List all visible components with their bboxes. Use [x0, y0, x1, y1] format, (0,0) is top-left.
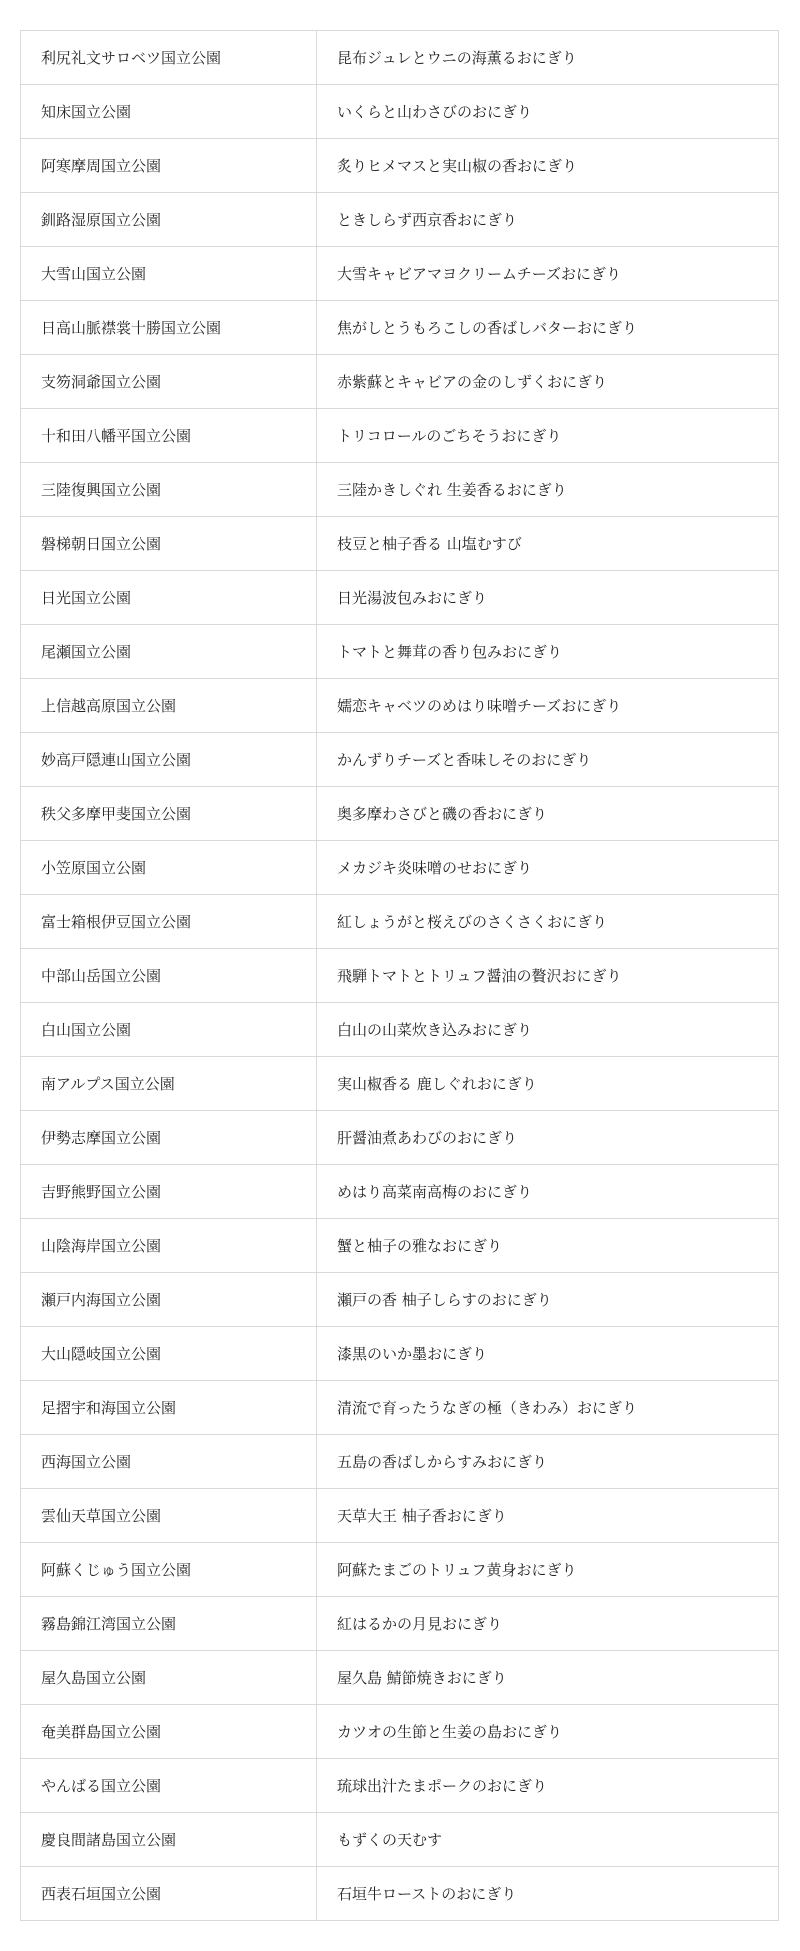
park-onigiri-table — [20, 30, 779, 1921]
park-name-cell: 白山国立公園 — [21, 1003, 317, 1057]
table-row — [21, 1057, 779, 1111]
table-row — [21, 31, 779, 85]
park-name-cell: 西表石垣国立公園 — [21, 1867, 317, 1921]
park-name-cell: 西海国立公園 — [21, 1435, 317, 1489]
table-row — [21, 571, 779, 625]
park-name-cell: 上信越高原国立公園 — [21, 679, 317, 733]
park-name-cell: 磐梯朝日国立公園 — [21, 517, 317, 571]
table-row — [21, 625, 779, 679]
table-row — [21, 463, 779, 517]
table-body — [21, 31, 779, 1921]
table-row — [21, 1651, 779, 1705]
onigiri-name-cell: 蟹と柚子の雅なおにぎり — [317, 1219, 779, 1273]
park-name-cell: 奄美群島国立公園 — [21, 1705, 317, 1759]
onigiri-name-cell: 屋久島 鯖節焼きおにぎり — [317, 1651, 779, 1705]
table-row — [21, 841, 779, 895]
table-row — [21, 301, 779, 355]
onigiri-name-cell: 赤紫蘇とキャビアの金のしずくおにぎり — [317, 355, 779, 409]
park-name-cell: 利尻礼文サロベツ国立公園 — [21, 31, 317, 85]
onigiri-name-cell: トマトと舞茸の香り包みおにぎり — [317, 625, 779, 679]
park-name-cell: 支笏洞爺国立公園 — [21, 355, 317, 409]
table-row — [21, 949, 779, 1003]
table-row — [21, 1273, 779, 1327]
park-name-cell: 釧路湿原国立公園 — [21, 193, 317, 247]
onigiri-name-cell: もずくの天むす — [317, 1813, 779, 1867]
onigiri-name-cell: 奥多摩わさびと磯の香おにぎり — [317, 787, 779, 841]
table-row — [21, 85, 779, 139]
park-name-cell: 日高山脈襟裳十勝国立公園 — [21, 301, 317, 355]
onigiri-name-cell: 大雪キャビアマヨクリームチーズおにぎり — [317, 247, 779, 301]
park-name-cell: 十和田八幡平国立公園 — [21, 409, 317, 463]
table-row — [21, 1327, 779, 1381]
park-name-cell: 三陸復興国立公園 — [21, 463, 317, 517]
table-row — [21, 139, 779, 193]
table-row — [21, 1597, 779, 1651]
park-name-cell: 雲仙天草国立公園 — [21, 1489, 317, 1543]
table-row — [21, 1759, 779, 1813]
onigiri-name-cell: 昆布ジュレとウニの海薫るおにぎり — [317, 31, 779, 85]
park-name-cell: 小笠原国立公園 — [21, 841, 317, 895]
onigiri-name-cell: ときしらず西京香おにぎり — [317, 193, 779, 247]
park-name-cell: 阿蘇くじゅう国立公園 — [21, 1543, 317, 1597]
onigiri-name-cell: 清流で育ったうなぎの極（きわみ）おにぎり — [317, 1381, 779, 1435]
table-row — [21, 733, 779, 787]
park-name-cell: 中部山岳国立公園 — [21, 949, 317, 1003]
table-row — [21, 1489, 779, 1543]
park-onigiri-table-wrapper — [20, 30, 778, 1921]
table-row — [21, 247, 779, 301]
park-name-cell: 山陰海岸国立公園 — [21, 1219, 317, 1273]
park-name-cell: 尾瀬国立公園 — [21, 625, 317, 679]
onigiri-name-cell: 実山椒香る 鹿しぐれおにぎり — [317, 1057, 779, 1111]
table-row — [21, 1003, 779, 1057]
onigiri-name-cell: 琉球出汁たまポークのおにぎり — [317, 1759, 779, 1813]
onigiri-name-cell: 石垣牛ローストのおにぎり — [317, 1867, 779, 1921]
onigiri-name-cell: 肝醤油煮あわびのおにぎり — [317, 1111, 779, 1165]
onigiri-name-cell: 五島の香ばしからすみおにぎり — [317, 1435, 779, 1489]
table-row — [21, 1867, 779, 1921]
onigiri-name-cell: めはり高菜南高梅のおにぎり — [317, 1165, 779, 1219]
onigiri-name-cell: 飛騨トマトとトリュフ醤油の贅沢おにぎり — [317, 949, 779, 1003]
onigiri-name-cell: 天草大王 柚子香おにぎり — [317, 1489, 779, 1543]
table-row — [21, 1543, 779, 1597]
park-name-cell: 足摺宇和海国立公園 — [21, 1381, 317, 1435]
onigiri-name-cell: 瀬戸の香 柚子しらすのおにぎり — [317, 1273, 779, 1327]
onigiri-name-cell: メカジキ炎味噌のせおにぎり — [317, 841, 779, 895]
table-row — [21, 1381, 779, 1435]
table-row — [21, 1219, 779, 1273]
park-name-cell: 伊勢志摩国立公園 — [21, 1111, 317, 1165]
park-name-cell: 富士箱根伊豆国立公園 — [21, 895, 317, 949]
onigiri-name-cell: 三陸かきしぐれ 生姜香るおにぎり — [317, 463, 779, 517]
onigiri-name-cell: 白山の山菜炊き込みおにぎり — [317, 1003, 779, 1057]
table-row — [21, 787, 779, 841]
table-row — [21, 1813, 779, 1867]
park-name-cell: 日光国立公園 — [21, 571, 317, 625]
table-row — [21, 1165, 779, 1219]
table-row — [21, 895, 779, 949]
park-name-cell: 秩父多摩甲斐国立公園 — [21, 787, 317, 841]
table-row — [21, 193, 779, 247]
onigiri-name-cell: 炙りヒメマスと実山椒の香おにぎり — [317, 139, 779, 193]
park-name-cell: 南アルプス国立公園 — [21, 1057, 317, 1111]
onigiri-name-cell: 枝豆と柚子香る 山塩むすび — [317, 517, 779, 571]
onigiri-name-cell: カツオの生節と生姜の島おにぎり — [317, 1705, 779, 1759]
park-name-cell: 大雪山国立公園 — [21, 247, 317, 301]
onigiri-name-cell: いくらと山わさびのおにぎり — [317, 85, 779, 139]
park-name-cell: 瀬戸内海国立公園 — [21, 1273, 317, 1327]
park-name-cell: 慶良間諸島国立公園 — [21, 1813, 317, 1867]
table-row — [21, 517, 779, 571]
park-name-cell: 知床国立公園 — [21, 85, 317, 139]
park-name-cell: 妙高戸隠連山国立公園 — [21, 733, 317, 787]
park-name-cell: 屋久島国立公園 — [21, 1651, 317, 1705]
table-row — [21, 1705, 779, 1759]
onigiri-name-cell: 嬬恋キャベツのめはり味噌チーズおにぎり — [317, 679, 779, 733]
park-name-cell: 霧島錦江湾国立公園 — [21, 1597, 317, 1651]
park-name-cell: 吉野熊野国立公園 — [21, 1165, 317, 1219]
onigiri-name-cell: トリコロールのごちそうおにぎり — [317, 409, 779, 463]
onigiri-name-cell: 紅しょうがと桜えびのさくさくおにぎり — [317, 895, 779, 949]
onigiri-name-cell: かんずりチーズと香味しそのおにぎり — [317, 733, 779, 787]
park-name-cell: 阿寒摩周国立公園 — [21, 139, 317, 193]
onigiri-name-cell: 紅はるかの月見おにぎり — [317, 1597, 779, 1651]
table-row — [21, 1111, 779, 1165]
park-name-cell: やんばる国立公園 — [21, 1759, 317, 1813]
onigiri-name-cell: 焦がしとうもろこしの香ばしバターおにぎり — [317, 301, 779, 355]
table-row — [21, 679, 779, 733]
park-name-cell: 大山隠岐国立公園 — [21, 1327, 317, 1381]
table-row — [21, 355, 779, 409]
onigiri-name-cell: 日光湯波包みおにぎり — [317, 571, 779, 625]
onigiri-name-cell: 阿蘇たまごのトリュフ黄身おにぎり — [317, 1543, 779, 1597]
table-row — [21, 409, 779, 463]
table-row — [21, 1435, 779, 1489]
onigiri-name-cell: 漆黒のいか墨おにぎり — [317, 1327, 779, 1381]
